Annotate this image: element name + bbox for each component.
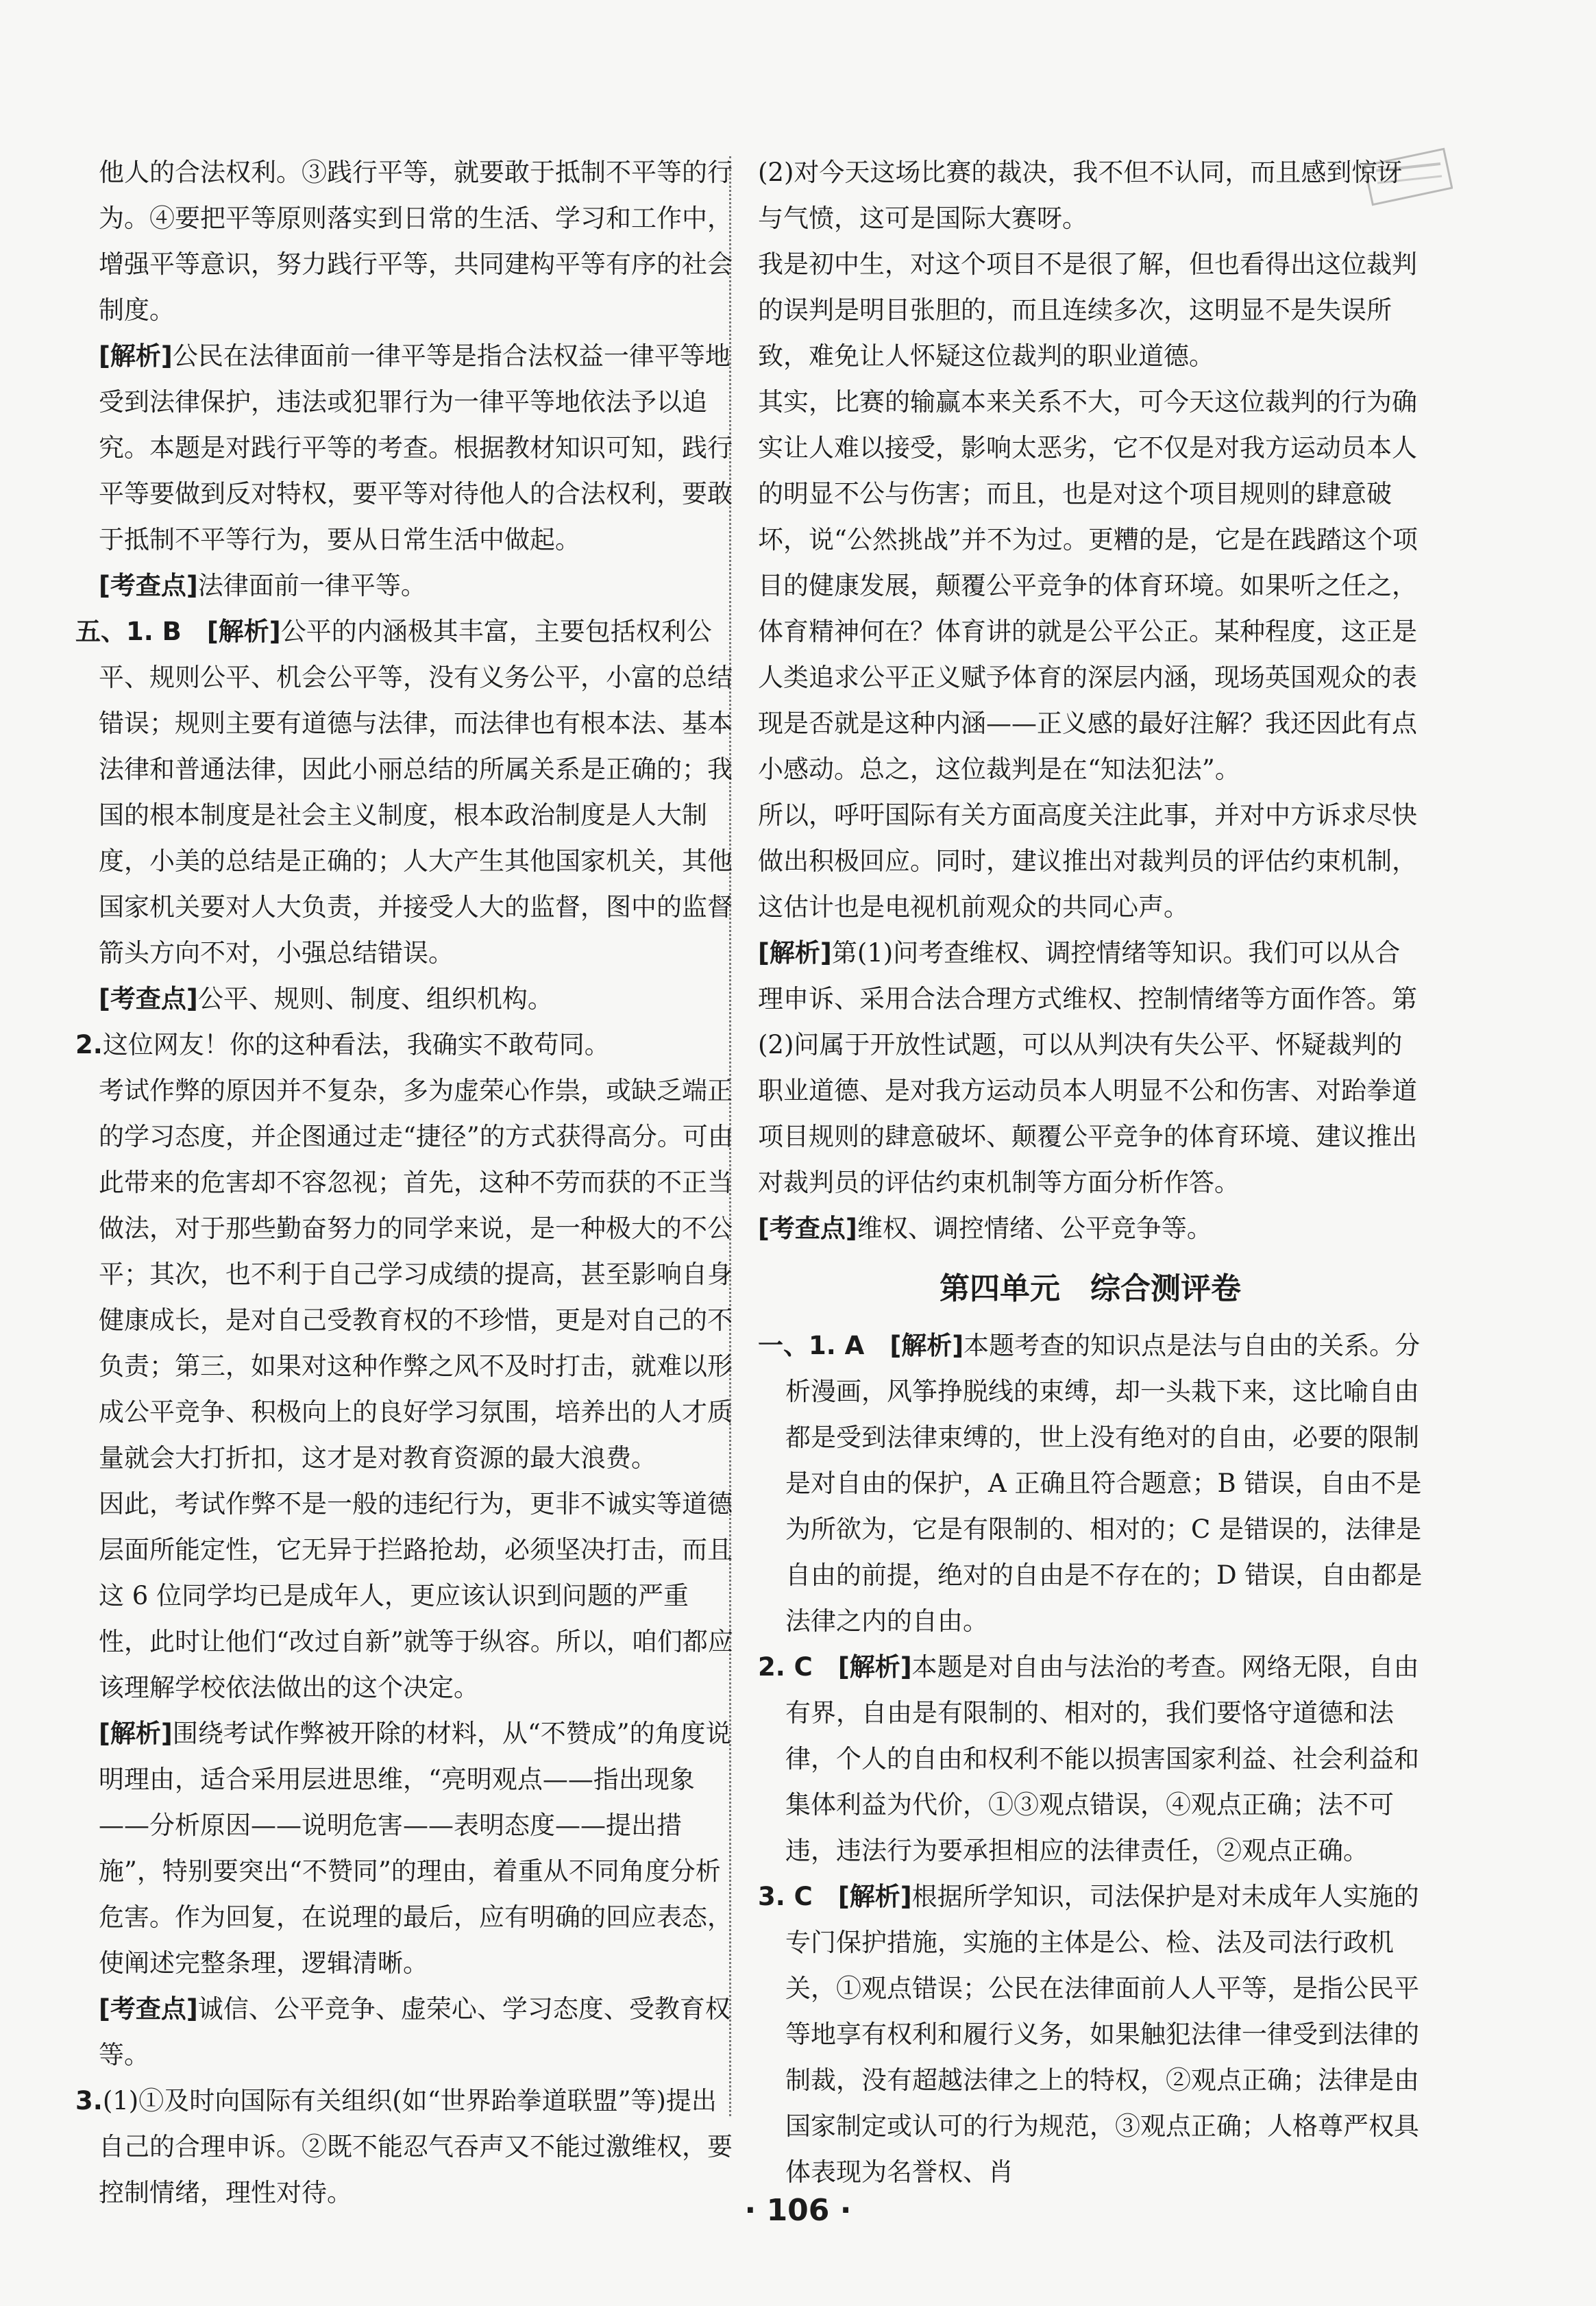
question-number: 一、1. A	[758, 1331, 865, 1360]
right-column	[758, 149, 1423, 2195]
key-point-tag: [考查点]	[758, 1214, 857, 1243]
key-point-paragraph	[75, 976, 733, 1022]
analysis-text: 围绕考试作弊被开除的材料，从“不赞成”的角度说明理由，适合采用层进思维，“亮明观点——指出现象——分析原因——说明危害——表明态度——提出措施”，特别要突出“不赞同”的理由，着重从不同角度分析危害。作为回复，在说理的最后，应有明确的回应表态，使阐述完整条理，逻辑清晰。	[99, 1719, 733, 1978]
section-title: 第四单元 综合测评卷	[940, 1271, 1241, 1306]
question-number: 2. C	[758, 1652, 813, 1682]
answer-text: (1)①及时向国际有关组织(如“世界跆拳道联盟”等)提出自己的合理申诉。②既不能忍气吞声又不能过激维权，要控制情绪，理性对待。	[99, 2086, 733, 2207]
key-point-paragraph	[758, 1205, 1423, 1251]
key-point-paragraph	[75, 563, 733, 609]
key-point-text: 维权、调控情绪、公平竞争等。	[857, 1214, 1212, 1243]
question-1	[758, 1323, 1423, 1644]
analysis-tag: [解析]	[758, 938, 832, 968]
key-point-tag: [考查点]	[99, 1994, 198, 2024]
question-number: 2.	[75, 1030, 103, 1059]
analysis-tag: [解析]	[837, 1882, 912, 1911]
question-number: 五、1. B	[75, 617, 182, 646]
analysis-paragraph	[75, 1710, 733, 1986]
analysis-text: 第(1)问考查维权、调控情绪等知识。我们可以从合理申诉、采用合法合理方式维权、控制情绪等方面作答。第(2)问属于开放性试题，可以从判决有失公平、怀疑裁判的职业道德、是对我方运动员本人明显不公和伤害、对跆拳道项目规则的肆意破坏、颠覆公平竞争的体育环境、建议推出对裁判员的评估约束机制等方面分析作答。	[758, 938, 1417, 1197]
key-point-tag: [考查点]	[99, 571, 198, 600]
analysis-tag: [解析]	[206, 617, 281, 646]
key-point-text: 法律面前一律平等。	[197, 571, 426, 600]
question-number: 3. C	[758, 1882, 813, 1911]
question-number: 3.	[75, 2086, 103, 2115]
question-3	[758, 1874, 1423, 2195]
answer-text: 考试作弊的原因并不复杂，多为虚荣心作祟，或缺乏端正的学习态度，并企图通过走“捷径”的方式获得高分。可由此带来的危害却不容忽视；首先，这种不劳而获的不正当做法，对于那些勤奋努力的同学来说，是一种极大的不公平；其次，也不利于自己学习成绩的提高，甚至影响自身健康成长，是对自己受教育权的不珍惜，更是对自己的不负责；第三，如果对这种作弊之风不及时打击，就难以形成公平竞争、积极向上的良好学习氛围，培养出的人才质量就会大打折扣，这才是对教育资源的最大浪费。	[99, 1076, 733, 1473]
key-point-paragraph	[75, 1986, 733, 2078]
analysis-tag: [解析]	[99, 341, 173, 371]
answer-text: (2)对今天这场比赛的裁决，我不但不认同，而且感到惊讶与气愤，这可是国际大赛呀。	[758, 158, 1403, 233]
left-column	[75, 149, 733, 2216]
answer-text: 这位网友！你的这种看法，我确实不敢苟同。	[102, 1030, 610, 1059]
answer-text: 其实，比赛的输赢本来关系不大，可今天这位裁判的行为确实让人难以接受，影响太恶劣，它不仅是对我方运动员本人的明显不公与伤害；而且，也是对这个项目规则的肆意破坏，说“公然挑战”并不为过。更糟的是，它是在践踏这个项目的健康发展，颠覆公平竞争的体育环境。如果听之任之，体育精神何在？体育讲的就是公平公正。某种程度，这正是人类追求公平正义赋予体育的深层内涵，现场英国观众的表现是否就是这种内涵——正义感的最好注解？我还因此有点小感动。总之，这位裁判是在“知法犯法”。	[758, 387, 1418, 784]
analysis-tag: [解析]	[837, 1652, 912, 1682]
question-2	[758, 1644, 1423, 1874]
answer-text: 因此，考试作弊不是一般的违纪行为，更非不诚实等道德层面所能定性，它无异于拦路抢劫，必须坚决打击，而且这 6 位同学均已是成年人，更应该认识到问题的严重性，此时让他们“改过自新”就等于纵容。所以，咱们都应该理解学校依法做出的这个决定。	[99, 1489, 733, 1702]
analysis-tag: [解析]	[99, 1719, 173, 1748]
answer-text: 所以，呼吁国际有关方面高度关注此事，并对中方诉求尽快做出积极回应。同时，建议推出对裁判员的评估约束机制，这估计也是电视机前观众的共同心声。	[758, 800, 1417, 922]
answer-text: 我是初中生，对这个项目不是很了解，但也看得出这位裁判的误判是明目张胆的，而且连续多次，这明显不是失误所致，难免让人怀疑这位裁判的职业道德。	[758, 249, 1417, 371]
analysis-text: 本题考查的知识点是法与自由的关系。分析漫画，风筝挣脱线的束缚，却一头栽下来，这比喻自由都是受到法律束缚的，世上没有绝对的自由，必要的限制是对自由的保护，A 正确且符合题意；B 错误，自由不是为所欲为，它是有限制的、相对的；C 是错误的，法律是自由的前提，绝对的自由是不存在的；D 错误，自由都是法律之内的自由。	[785, 1331, 1423, 1636]
analysis-paragraph	[758, 930, 1423, 1205]
answer-text: 他人的合法权利。③践行平等，就要敢于抵制不平等的行为。④要把平等原则落实到日常的生活、学习和工作中，增强平等意识，努力践行平等，共同建构平等有序的社会制度。	[99, 158, 733, 325]
key-point-text: 诚信、公平竞争、虚荣心、学习态度、受教育权等。	[99, 1994, 731, 2070]
key-point-text: 公平、规则、制度、组织机构。	[197, 984, 553, 1014]
analysis-text: 公民在法律面前一律平等是指合法权益一律平等地受到法律保护，违法或犯罪行为一律平等地依法予以追究。本题是对践行平等的考查。根据教材知识可知，践行平等要做到反对特权，要平等对待他人的合法权利，要敢于抵制不平等行为，要从日常生活中做起。	[99, 341, 733, 554]
analysis-paragraph	[75, 333, 733, 563]
analysis-tag: [解析]	[889, 1331, 964, 1360]
page-number: · 106 ·	[744, 2193, 852, 2228]
analysis-text: 本题是对自由与法治的考查。网络无限，自由有界，自由是有限制的、相对的，我们要恪守道德和法律，个人的自由和权利不能以损害国家利益、社会利益和集体利益为代价，①③观点错误，④观点正确；法不可违，违法行为要承担相应的法律责任，②观点正确。	[785, 1652, 1419, 1865]
analysis-text: 公平的内涵极其丰富，主要包括权利公平、规则公平、机会公平等，没有义务公平，小富的总结错误；规则主要有道德与法律，而法律也有根本法、基本法律和普通法律，因此小丽总结的所属关系是正确的；我国的根本制度是社会主义制度，根本政治制度是人大制度，小美的总结是正确的；人大产生其他国家机关，其他国家机关要对人大负责，并接受人大的监督，图中的监督箭头方向不对，小强总结错误。	[99, 617, 733, 968]
key-point-tag: [考查点]	[99, 984, 198, 1014]
question-5-1	[75, 609, 733, 976]
analysis-text: 根据所学知识，司法保护是对未成年人实施的专门保护措施，实施的主体是公、检、法及司法行政机关，①观点错误；公民在法律面前人人平等，是指公民平等地享有权利和履行义务，如果触犯法律一律受到法律的制裁，没有超越法律之上的特权，②观点正确；法律是由国家制定或认可的行为规范，③观点正确；人格尊严权具体表现为名誉权、肖	[785, 1882, 1419, 2187]
question-2	[75, 1022, 733, 1068]
